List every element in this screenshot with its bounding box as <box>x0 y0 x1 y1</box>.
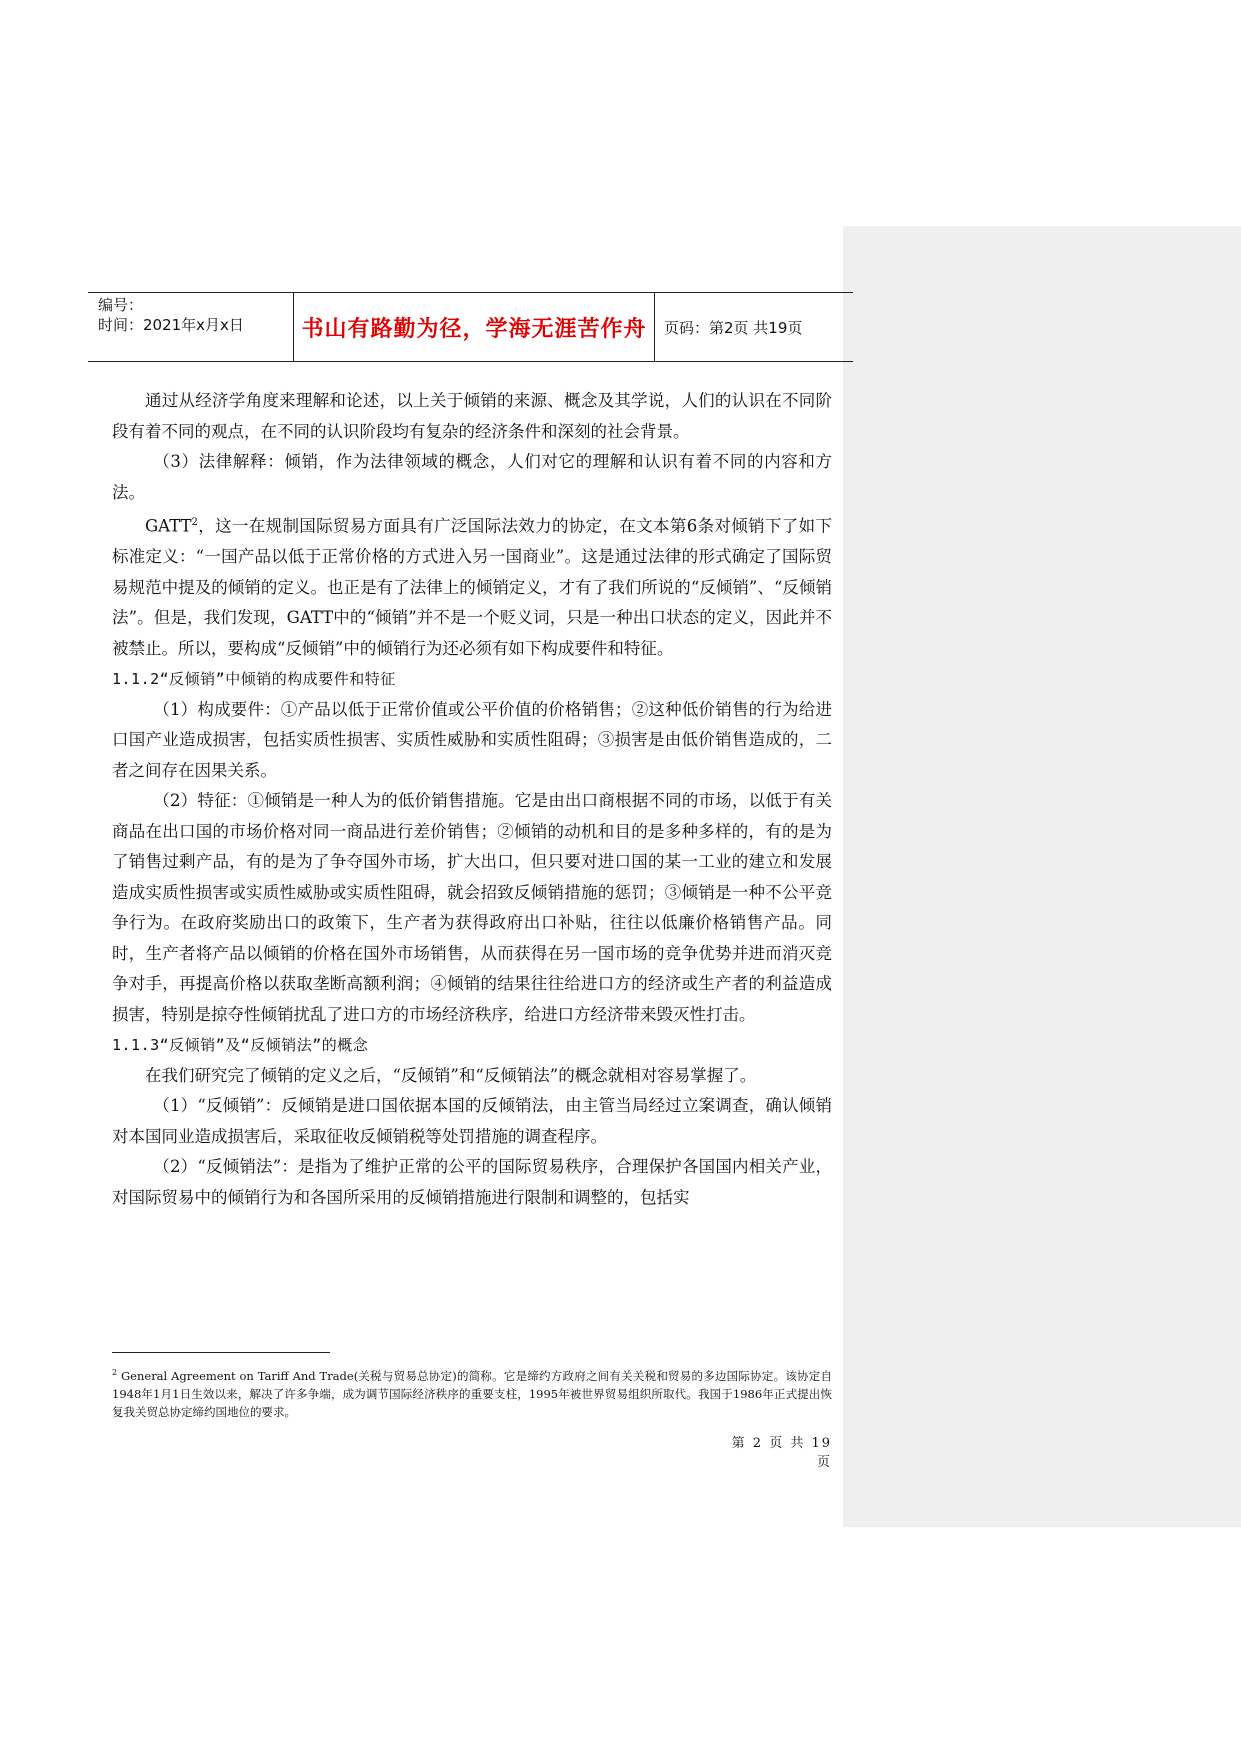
document-number-label: 编号： <box>98 296 144 314</box>
header-motto: 书山有路勤为径，学海无涯苦作舟 <box>293 293 655 361</box>
paragraph: 在我们研究完了倾销的定义之后，“反倾销”和“反倾销法”的概念就相对容易掌握了。 <box>145 1065 757 1085</box>
footnote <box>112 1364 832 1421</box>
section-heading-1-1-3: 1.1.3“反倾销”及“反倾销法”的概念 <box>112 1036 369 1054</box>
gatt-term: GATT <box>145 516 192 536</box>
paragraph: 通过从经济学角度来理解和论述，以上关于倾销的来源、概念及其学说，人们的认识在不同阶段有着不同的观点，在不同的认识阶段均有复杂的经济条件和深刻的社会背景。 <box>112 391 832 441</box>
paragraph: （2）特征：①倾销是一种人为的低价销售措施。它是由出口商根据不同的市场，以低于有关商品在出口国的市场价格对同一商品进行差价销售；②倾销的动机和目的是多种多样的，有的是为了销售过剩产品，有的是为了争夺国外市场，扩大出口，但只要对进口国的某一工业的建立和发展造成实质性损害或实质性威胁或实质性阻碍，就会招致反倾销措施的惩罚；③倾销是一种不公平竞争行为。在政府奖励出口的政策下，生产者为获得政府出口补贴，往往以低廉价格销售产品。同时，生产者将产品以倾销的价格在国外市场销售，从而获得在另一国市场的竞争优势并进而消灭竞争对手，再提高价格以获取垄断高额利润；④倾销的结果往往给进口方的经济或生产者的利益造成损害，特别是掠夺性倾销扰乱了进口方的市场经济秩序，给进口方经济带来毁灭性打击。 <box>112 791 832 1024</box>
page-header <box>88 292 853 362</box>
footnote-mark: 2 <box>112 1368 118 1377</box>
header-page-info: 页码：第2页 共19页 <box>664 318 803 337</box>
comment-pane <box>843 226 1241 1527</box>
paragraph: （1）构成要件：①产品以低于正常价值或公平价值的价格销售；②这种低价销售的行为给进口国产业造成损害，包括实质性损害、实质性威胁和实质性阻碍；③损害是由低价销售造成的，二者之间存在因果关系。 <box>112 699 832 780</box>
header-meta <box>88 293 293 361</box>
document-body <box>112 386 832 1213</box>
paragraph-text: ，这一在规制国际贸易方面具有广泛国际法效力的协定，在文本第6条对倾销下了如下标准定义：“一国产品以低于正常价格的方式进入另一国商业”。这是通过法律的形式确定了国际贸易规范中提及的倾销的定义。也正是有了法律上的倾销定义，才有了我们所说的“反倾销”、“反倾销法”。但是，我们发现，GATT中的“倾销”并不是一个贬义词，只是一种出口状态的定义，因此并不被禁止。所以，要构成“反倾销”中的倾销行为还必须有如下构成要件和特征。 <box>112 516 832 658</box>
footnote-reference[interactable]: 2 <box>191 517 198 528</box>
section-heading-1-1-2: 1.1.2“反倾销”中倾销的构成要件和特征 <box>112 670 396 688</box>
page-number-footer: 第 2 页 共 19 页 <box>731 1436 832 1470</box>
footnote-text: General Agreement on Tariff And Trade(关税与贸易总协定)的简称。它是缔约方政府之间有关关税和贸易的多边国际协定。该协定自1948年1月1日生效以来，解决了许多争端，成为调节国际经济秩序的重要支柱，1995年被世界贸易组织所取代。我国于1986年正式提出恢复我关贸总协定缔约国地位的要求。 <box>112 1368 832 1419</box>
paragraph: （1）“反倾销”：反倾销是进口国依据本国的反倾销法，由主管当局经过立案调查，确认倾销对本国同业造成损害后，采取征收反倾销税等处罚措施的调查程序。 <box>112 1096 832 1146</box>
footnote-separator <box>112 1352 330 1353</box>
document-time: 时间：2021年x月x日 <box>98 316 244 334</box>
paragraph <box>112 508 832 664</box>
paragraph: （3）法律解释：倾销，作为法律领域的概念，人们对它的理解和认识有着不同的内容和方法。 <box>112 452 832 502</box>
paragraph: （2）“反倾销法”：是指为了维护正常的公平的国际贸易秩序，合理保护各国国内相关产业，对国际贸易中的倾销行为和各国所采用的反倾销措施进行限制和调整的，包括实 <box>112 1157 832 1207</box>
